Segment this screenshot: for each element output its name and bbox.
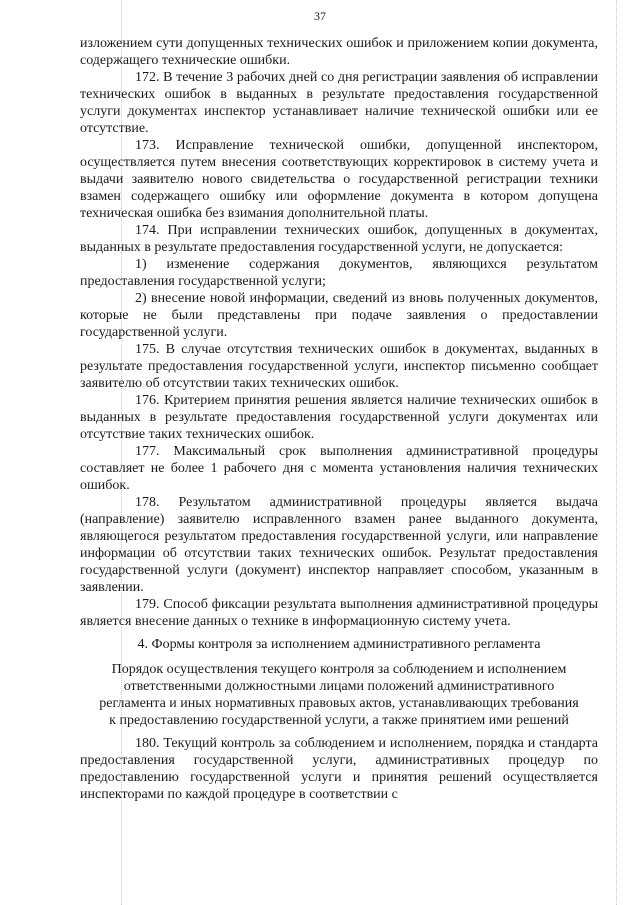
paragraph: изложением сути допущенных технических ошибок и приложением копии документа, содержащего технические ошибки. (80, 36, 598, 68)
paragraph: 1) изменение содержания документов, являющихся результатом предоставления государственной услуги; (80, 257, 598, 289)
paragraphs-before-section (80, 35, 598, 630)
paragraph: 175. В случае отсутствия технических ошибок в документах, выданных в результате предоставления государственной услуги, инспектор письменно сообщает заявителю об отсутствии таких технических ошибок. (80, 342, 598, 391)
subsection-title-line: регламента и иных нормативных правовых актов, устанавливающих требования (99, 696, 579, 711)
page-number: 37 (314, 9, 326, 23)
paragraph: 172. В течение 3 рабочих дней со дня регистрации заявления об исправлении технических ошибок в выданных в результате предоставления государственной услуги документах инспектор устанавливает наличие технической ошибки или ее отсутствие. (80, 70, 598, 136)
section-title: 4. Формы контроля за исполнением административного регламента (137, 637, 541, 652)
paragraph: 2) внесение новой информации, сведений из вновь полученных документов, которые не были представлены при подаче заявления о предоставлении государственной услуги. (80, 291, 598, 340)
paragraph: 179. Способ фиксации результата выполнения административной процедуры является внесение данных о технике в информационную систему учета. (80, 597, 598, 629)
subsection-title-line: Порядок осуществления текущего контроля за соблюдением и исполнением (111, 662, 567, 677)
paragraph: 178. Результатом административной процедуры является выдача (направление) заявителю исправленного взамен ранее выданного документа, являющегося результатом предоставления государственной услуги, или направление информации об отсутствии таких технических ошибок. Результат предоставления государственной услуги (документ) инспектор направляет способом, указанным в заявлении. (80, 495, 598, 595)
subsection-title (80, 661, 598, 729)
paragraph: 177. Максимальный срок выполнения административной процедуры составляет не более 1 рабочего дня с момента установления наличия технических ошибок. (80, 444, 598, 493)
document-body (80, 35, 598, 803)
subsection-title-line: к предоставлению государственной услуги, а также принятием ими решений (109, 713, 569, 728)
paragraph: 173. Исправление технической ошибки, допущенной инспектором, осуществляется путем внесения соответствующих корректировок в систему учета и выдачи заявителю нового свидетельства о государственной регистрации техники взамен содержащего ошибку или оформление документа в котором допущена техническая ошибка без взимания дополнительной платы. (80, 138, 598, 221)
subsection-title-line: ответственными должностными лицами положений административного (123, 679, 555, 694)
paragraph: 174. При исправлении технических ошибок, допущенных в документах, выданных в результате предоставления государственной услуги, не допускается: (80, 223, 598, 255)
scan-fold-line-right (616, 0, 617, 905)
paragraph-180: 180. Текущий контроль за соблюдением и исполнением, порядка и стандарта предоставления государственной услуги, административных процедур по предоставлению государственной услуги и принятия решений осуществляется инспекторами по каждой процедуре в соответствии с (80, 736, 598, 802)
paragraph: 176. Критерием принятия решения является наличие технических ошибок в выданных в результате предоставления государственной услуги документах или отсутствие таких технических ошибок. (80, 393, 598, 442)
